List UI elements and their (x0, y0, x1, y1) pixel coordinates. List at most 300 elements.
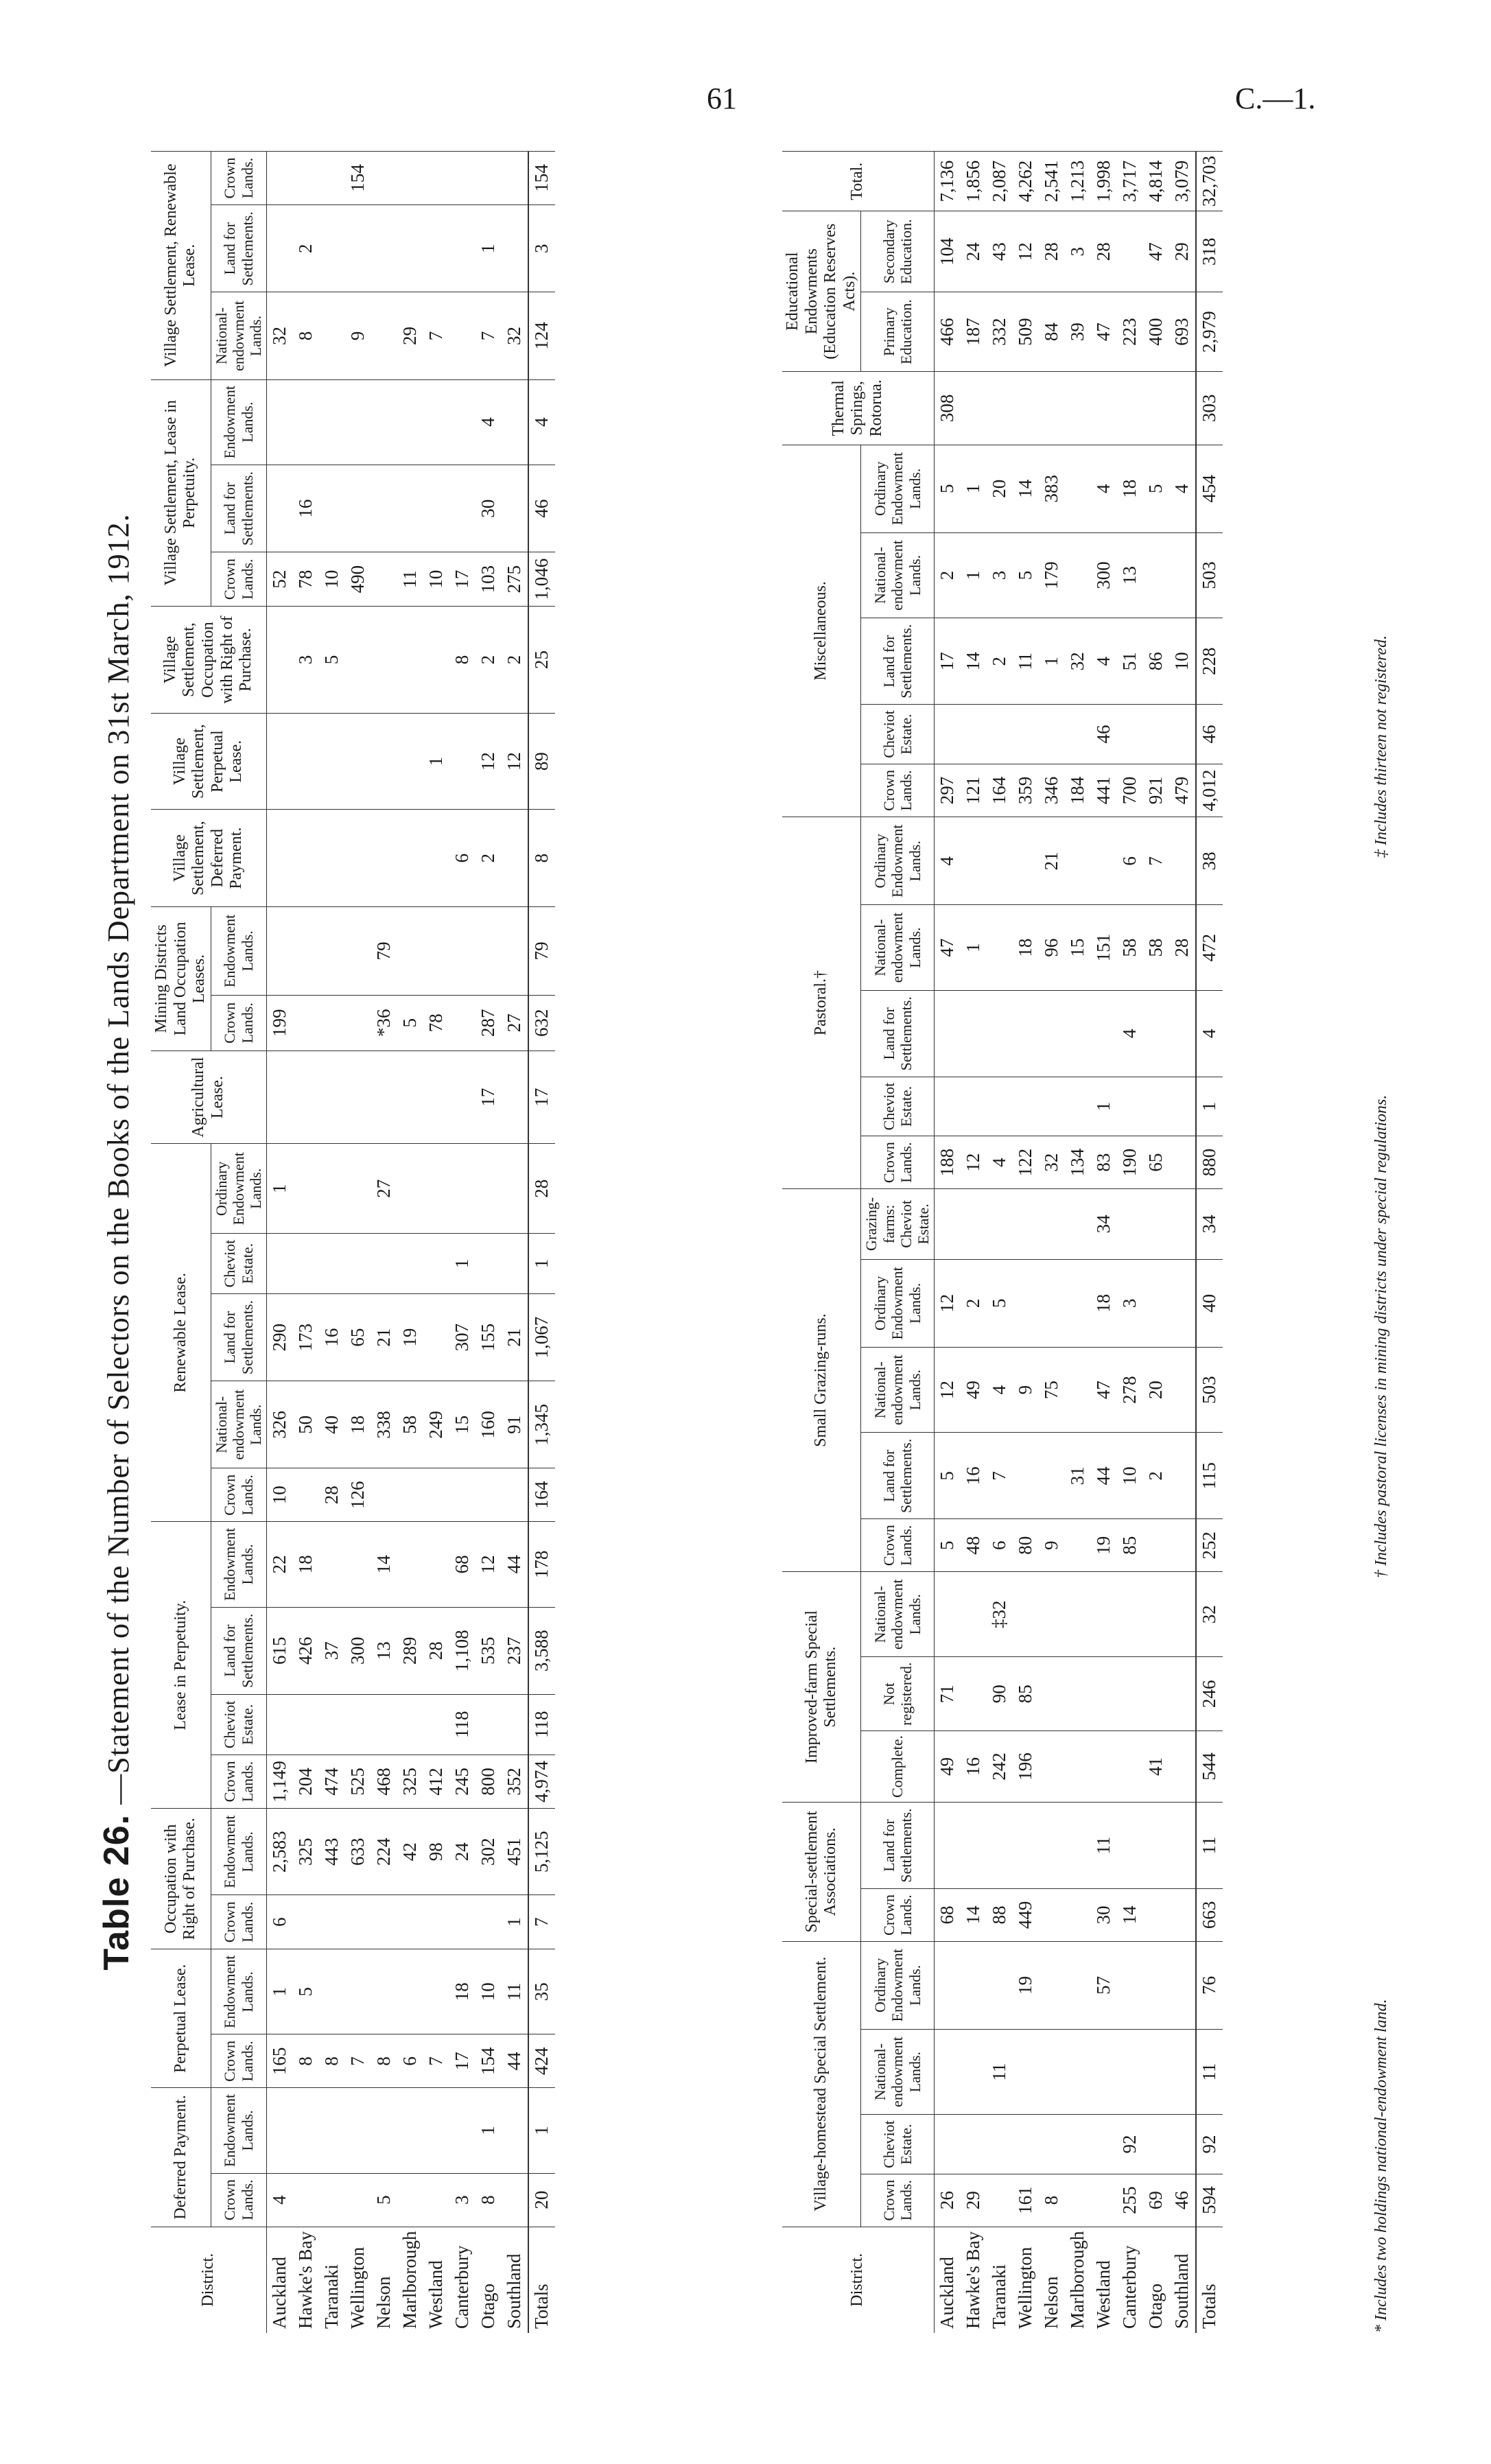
group-header: Renewable Lease. (151, 1144, 211, 1522)
table-cell: 326 (266, 1381, 293, 1468)
table-row (1169, 152, 1196, 2334)
table-cell (1039, 2029, 1065, 2114)
table-cell (397, 606, 423, 713)
table-cell (1013, 1189, 1039, 1260)
table-cell (1013, 2029, 1039, 2114)
table-cell: 47 (934, 905, 961, 990)
district-cell: Canterbury (1117, 2227, 1143, 2333)
table-cell: 32 (1196, 1572, 1223, 1657)
rotated-table-page (96, 151, 1390, 2333)
table-cell (1013, 1433, 1039, 1519)
table-cell (1143, 1259, 1169, 1347)
table-cell: 7 (476, 292, 502, 379)
table-cell (1117, 1803, 1143, 1889)
table-cell: 300 (1091, 532, 1117, 618)
group-header: Lease in Perpetuity. (151, 1522, 211, 1809)
table-cell (1117, 1189, 1143, 1260)
table-cell (397, 465, 423, 552)
table-cell: 6 (266, 1895, 293, 1949)
table-cell (1117, 1657, 1143, 1731)
table-cell: 3,717 (1117, 152, 1143, 211)
table-cell: 252 (1196, 1519, 1223, 1572)
district-cell: Hawke's Bay (961, 2227, 987, 2333)
table-cell (1117, 705, 1143, 764)
table-cell: 160 (476, 1381, 502, 1468)
table-cell: 2,583 (266, 1809, 293, 1895)
table-cell: 663 (1196, 1889, 1223, 1942)
table-cell (397, 810, 423, 907)
table-cell (1039, 1077, 1065, 1136)
table-cell: 103 (476, 552, 502, 607)
table-cell: 118 (528, 1694, 555, 1755)
table-cell: 28 (528, 1144, 555, 1234)
table-cell: 509 (1013, 292, 1039, 372)
table-cell: 21 (371, 1293, 397, 1381)
table-row (423, 152, 449, 2334)
table-cell: 5 (934, 445, 961, 532)
table-cell (266, 2088, 293, 2173)
table-cell: 19 (397, 1293, 423, 1381)
table-cell (1169, 1803, 1196, 1889)
table-cell: 7,136 (934, 152, 961, 211)
table-cell: 615 (266, 1607, 293, 1694)
table-cell (1065, 2174, 1091, 2227)
table-cell: 18 (1013, 905, 1039, 990)
table-cell (293, 1468, 319, 1522)
table-cell: 17 (476, 1051, 502, 1144)
table-cell: 21 (1039, 817, 1065, 905)
table-cell: 1 (1039, 618, 1065, 705)
table-cell (423, 152, 449, 205)
table-cell (449, 1051, 476, 1144)
table-cell: 16 (961, 1433, 987, 1519)
table-cell (1169, 1889, 1196, 1942)
table-cell: 8 (293, 2034, 319, 2088)
district-cell: Nelson (371, 2227, 397, 2333)
table-row (934, 152, 961, 2334)
table-cell (961, 817, 987, 905)
table-cell: 3 (1065, 211, 1091, 292)
table-cell (371, 1051, 397, 1144)
table-cell (293, 379, 319, 465)
table-cell (502, 1051, 528, 1144)
table-cell: 190 (1117, 1136, 1143, 1189)
table-cell: 338 (371, 1381, 397, 1468)
table-cell: 30 (1091, 1889, 1117, 1942)
col-header: National-endowment Lands. (861, 1572, 934, 1657)
table-cell: 39 (1065, 292, 1091, 372)
table-cell: 1 (423, 714, 449, 810)
table-cell: 65 (345, 1293, 371, 1381)
table-cell (1143, 1657, 1169, 1731)
table-cell: 47 (1091, 1347, 1117, 1432)
col-header: Land for Settlements. (211, 465, 266, 552)
district-cell: Nelson (1039, 2227, 1065, 2333)
col-header: National-endowment Lands. (861, 1347, 934, 1432)
table-lower-subheader (861, 152, 934, 2334)
table-cell: 454 (1196, 445, 1223, 532)
table-cell (319, 907, 345, 996)
table-cell: 124 (528, 292, 555, 379)
table-cell (371, 2088, 397, 2173)
col-header: National-endowment Lands. (861, 905, 934, 990)
col-header: Endowment Lands. (211, 2088, 266, 2173)
table-cell: 2 (502, 606, 528, 713)
table-cell: 8 (528, 810, 555, 907)
table-cell (1169, 532, 1196, 618)
table-cell: 921 (1143, 764, 1169, 817)
table-cell: 18 (345, 1381, 371, 1468)
col-header: Endowment Lands. (211, 1522, 266, 1607)
table-cell (1065, 1941, 1091, 2029)
table-cell: 85 (1013, 1657, 1039, 1731)
table-cell (1039, 1572, 1065, 1657)
table-cell: 155 (476, 1293, 502, 1381)
table-cell: 325 (293, 1809, 319, 1895)
table-cell: 37 (319, 1607, 345, 1694)
table-cell: 223 (1117, 292, 1143, 372)
table-cell: 1 (266, 1144, 293, 1234)
col-header: Crown Lands. (211, 552, 266, 607)
col-header: Crown Lands. (861, 1136, 934, 1189)
table-cell (934, 2029, 961, 2114)
col-header: Cheviot Estate. (861, 2115, 934, 2174)
table-cell: 7 (987, 1433, 1013, 1519)
table-cell: 12 (502, 714, 528, 810)
table-cell (987, 1803, 1013, 1889)
table-cell (1039, 705, 1065, 764)
col-header: Primary Education. (861, 292, 934, 372)
table-cell (1143, 2029, 1169, 2114)
table-cell: 503 (1196, 1347, 1223, 1432)
table-row (293, 152, 319, 2334)
table-cell (266, 379, 293, 465)
table-cell (423, 465, 449, 552)
table-cell: 46 (1091, 705, 1117, 764)
table-row (345, 152, 371, 2334)
table-cell (934, 1077, 961, 1136)
table-cell: 44 (502, 2034, 528, 2088)
col-header: Endowment Lands. (211, 1809, 266, 1895)
table-cell: 44 (1091, 1433, 1117, 1519)
table-cell: 26 (934, 2174, 961, 2227)
group-header: Occupation with Right of Purchase. (151, 1809, 211, 1949)
table-cell: 30 (476, 465, 502, 552)
table-cell: 290 (266, 1293, 293, 1381)
table-cell: 22 (266, 1522, 293, 1607)
table-cell: 38 (1196, 817, 1223, 905)
table-cell: 92 (1196, 2115, 1223, 2174)
district-cell: Totals (1196, 2227, 1223, 2333)
table-cell: 4 (1117, 990, 1143, 1077)
col-header: Ordinary Endowment Lands. (211, 1144, 266, 1234)
district-cell: Taranaki (987, 2227, 1013, 2333)
table-cell: 800 (476, 1755, 502, 1809)
table-cell: 693 (1169, 292, 1196, 372)
table-cell (423, 1293, 449, 1381)
table-cell (449, 1468, 476, 1522)
table-cell (987, 1189, 1013, 1260)
table-cell (1169, 1259, 1196, 1347)
table-cell: 426 (293, 1607, 319, 1694)
table-cell: 154 (476, 2034, 502, 2088)
table-cell: 383 (1039, 445, 1065, 532)
table-cell: 14 (961, 618, 987, 705)
col-header: National-endowment Lands. (211, 292, 266, 379)
table-cell: 11 (1013, 618, 1039, 705)
table-cell (345, 995, 371, 1051)
col-header: Land for Settlements. (861, 990, 934, 1077)
col-header: Crown Lands. (211, 995, 266, 1051)
totals-row (1196, 152, 1223, 2334)
table-cell: 20 (1143, 1347, 1169, 1432)
table-cell: 3,079 (1169, 152, 1196, 211)
table-cell: 134 (1065, 1136, 1091, 1189)
table-cell (1065, 372, 1091, 445)
table-cell: 165 (266, 2034, 293, 2088)
table-label: Table 26. (97, 1814, 137, 1971)
table-cell: 18 (293, 1522, 319, 1607)
table-cell (345, 606, 371, 713)
table-cell: 46 (1169, 2174, 1196, 2227)
table-cell: 2 (476, 810, 502, 907)
table-cell (1169, 817, 1196, 905)
table-cell: 468 (371, 1755, 397, 1809)
table-cell (1143, 1077, 1169, 1136)
table-cell: 424 (528, 2034, 555, 2088)
col-header: National-endowment Lands. (861, 532, 934, 618)
table-cell (449, 995, 476, 1051)
table-cell (371, 292, 397, 379)
table-cell: 20 (987, 445, 1013, 532)
table-cell (1039, 990, 1065, 1077)
table-cell (1039, 1941, 1065, 2029)
table-cell (397, 205, 423, 292)
table-cell: 7 (423, 292, 449, 379)
table-cell (345, 1694, 371, 1755)
table-row (476, 152, 502, 2334)
group-header: Agricultural Lease. (151, 1051, 266, 1144)
table-cell (1065, 445, 1091, 532)
table-cell (1169, 2115, 1196, 2174)
group-header: Pastoral.† (782, 817, 861, 1189)
table-cell (987, 2115, 1013, 2174)
table-cell: 7 (528, 1895, 555, 1949)
table-cell: 88 (987, 1889, 1013, 1942)
table-cell (1065, 1347, 1091, 1432)
table-cell: 98 (423, 1809, 449, 1895)
table-cell (371, 152, 397, 205)
table-cell (345, 714, 371, 810)
col-header: Endowment Lands. (211, 1949, 266, 2034)
table-cell (1143, 705, 1169, 764)
table-cell (449, 1895, 476, 1949)
group-header: Improved-farm Special Settlements. (782, 1572, 861, 1803)
col-header: Ordinary Endowment Lands. (861, 445, 934, 532)
table-cell (266, 714, 293, 810)
table-cell (1065, 2029, 1091, 2114)
col-header: Endowment Lands. (211, 379, 266, 465)
table-cell (371, 205, 397, 292)
table-cell: 6 (1117, 817, 1143, 905)
table-cell: 1 (502, 1895, 528, 1949)
table-cell (1117, 1572, 1143, 1657)
table-cell: 1,149 (266, 1755, 293, 1809)
table-cell: 5 (934, 1433, 961, 1519)
table-cell: 32 (1039, 1136, 1065, 1189)
district-cell: Marlborough (397, 2227, 423, 2333)
table-cell: 4 (266, 2173, 293, 2227)
group-header: Village Settlement, Lease in Perpetuity. (151, 379, 211, 606)
table-row (449, 152, 476, 2334)
table-cell (1013, 1572, 1039, 1657)
table-cell (319, 465, 345, 552)
table-cell: 8 (1039, 2174, 1065, 2227)
table-cell (293, 1144, 319, 1234)
table-cell: 449 (1013, 1889, 1039, 1942)
table-cell (423, 1051, 449, 1144)
table-row (1039, 152, 1065, 2334)
table-cell (1169, 990, 1196, 1077)
table-cell: 11 (1196, 1803, 1223, 1889)
col-header: Crown Lands. (211, 1755, 266, 1809)
table-row (1143, 152, 1169, 2334)
table-cell (397, 2173, 423, 2227)
table-cell: 47 (1091, 292, 1117, 372)
table-cell: 2 (961, 1259, 987, 1347)
table-cell: 58 (397, 1381, 423, 1468)
col-header: Land for Settlements. (211, 1607, 266, 1694)
district-cell: Southland (1169, 2227, 1196, 2333)
table-cell: 20 (528, 2173, 555, 2227)
table-cell (423, 2173, 449, 2227)
table-cell: 441 (1091, 764, 1117, 817)
table-cell (319, 152, 345, 205)
table-cell (371, 1895, 397, 1949)
col-header: Ordinary Endowment Lands. (861, 817, 934, 905)
table-cell (1065, 1519, 1091, 1572)
table-cell (423, 2088, 449, 2173)
table-cell (345, 810, 371, 907)
table-cell (345, 1522, 371, 1607)
table-cell (1117, 1077, 1143, 1136)
table-cell: 80 (1013, 1519, 1039, 1572)
table-cell: 164 (528, 1468, 555, 1522)
table-cell: 151 (1091, 905, 1117, 990)
table-cell (1117, 1730, 1143, 1802)
table-cell (502, 205, 528, 292)
table-cell (1039, 1803, 1065, 1889)
table-cell: 490 (345, 552, 371, 607)
table-cell: 92 (1117, 2115, 1143, 2174)
table-cell (476, 1234, 502, 1294)
table-cell (293, 1694, 319, 1755)
table-cell (319, 714, 345, 810)
table-cell (1065, 990, 1091, 1077)
table-cell (397, 1234, 423, 1294)
table-cell: 89 (528, 714, 555, 810)
table-cell: 5,125 (528, 1809, 555, 1895)
table-cell: 42 (397, 1809, 423, 1895)
table-cell (1143, 1572, 1169, 1657)
table-cell (1091, 2174, 1117, 2227)
table-cell: 10 (319, 552, 345, 607)
table-cell (1039, 1730, 1065, 1802)
table-cell (1169, 1077, 1196, 1136)
table-cell (1013, 817, 1039, 905)
table-cell: 352 (502, 1755, 528, 1809)
table-cell: 48 (961, 1519, 987, 1572)
table-cell: 34 (1196, 1189, 1223, 1260)
table-row (266, 152, 293, 2334)
table-cell: 24 (449, 1809, 476, 1895)
table-cell: 25 (528, 606, 555, 713)
table-cell: 44 (502, 1522, 528, 1607)
table-cell: 880 (1196, 1136, 1223, 1189)
group-header: Village Settlement, Deferred Payment. (151, 810, 266, 907)
table-title-text: —Statement of the Number of Selectors on the Books of the Lands Department on 31st March, 1912. (102, 513, 135, 1805)
table-row (502, 152, 528, 2334)
table-cell (1169, 1433, 1196, 1519)
table-cell (1039, 372, 1065, 445)
table-cell (934, 2115, 961, 2174)
table-cell: 41 (1143, 1730, 1169, 1802)
table-cell: 2,087 (987, 152, 1013, 211)
group-header: Special-settlement Associations. (782, 1803, 861, 1942)
table-cell (1091, 1572, 1117, 1657)
table-cell: 1,856 (961, 152, 987, 211)
table-cell: 1,108 (449, 1607, 476, 1694)
table-cell: 69 (1143, 2174, 1169, 2227)
table-cell: 308 (934, 372, 961, 445)
table-cell: 16 (293, 465, 319, 552)
table-cell: 31 (1065, 1433, 1091, 1519)
table-cell (423, 1895, 449, 1949)
table-cell (1117, 372, 1143, 445)
table-cell: 14 (1117, 1889, 1143, 1942)
table-cell: 122 (1013, 1136, 1039, 1189)
table-cell (266, 205, 293, 292)
table-cell: 161 (1013, 2174, 1039, 2227)
district-cell: Wellington (345, 2227, 371, 2333)
table-row (319, 152, 345, 2334)
table-cell (371, 714, 397, 810)
table-cell (319, 1694, 345, 1755)
table-cell (345, 205, 371, 292)
table-cell (371, 1949, 397, 2034)
table-cell (449, 465, 476, 552)
table-cell: 443 (319, 1809, 345, 1895)
table-cell: 58 (1143, 905, 1169, 990)
table-cell (1143, 2115, 1169, 2174)
table-cell (502, 1144, 528, 1234)
table-cell (502, 1694, 528, 1755)
table-cell: ‡32 (987, 1572, 1013, 1657)
table-cell (293, 995, 319, 1051)
group-header: Mining Districts Land Occupation Leases. (151, 907, 211, 1051)
table-cell (371, 1468, 397, 1522)
table-cell (476, 1144, 502, 1234)
table-cell (1143, 532, 1169, 618)
table-cell (987, 2174, 1013, 2227)
table-cell: 479 (1169, 764, 1196, 817)
table-cell (449, 292, 476, 379)
table-cell: 32,703 (1196, 152, 1223, 211)
table-cell (397, 1694, 423, 1755)
table-cell (1143, 990, 1169, 1077)
table-cell: 3 (449, 2173, 476, 2227)
table-cell (502, 2173, 528, 2227)
